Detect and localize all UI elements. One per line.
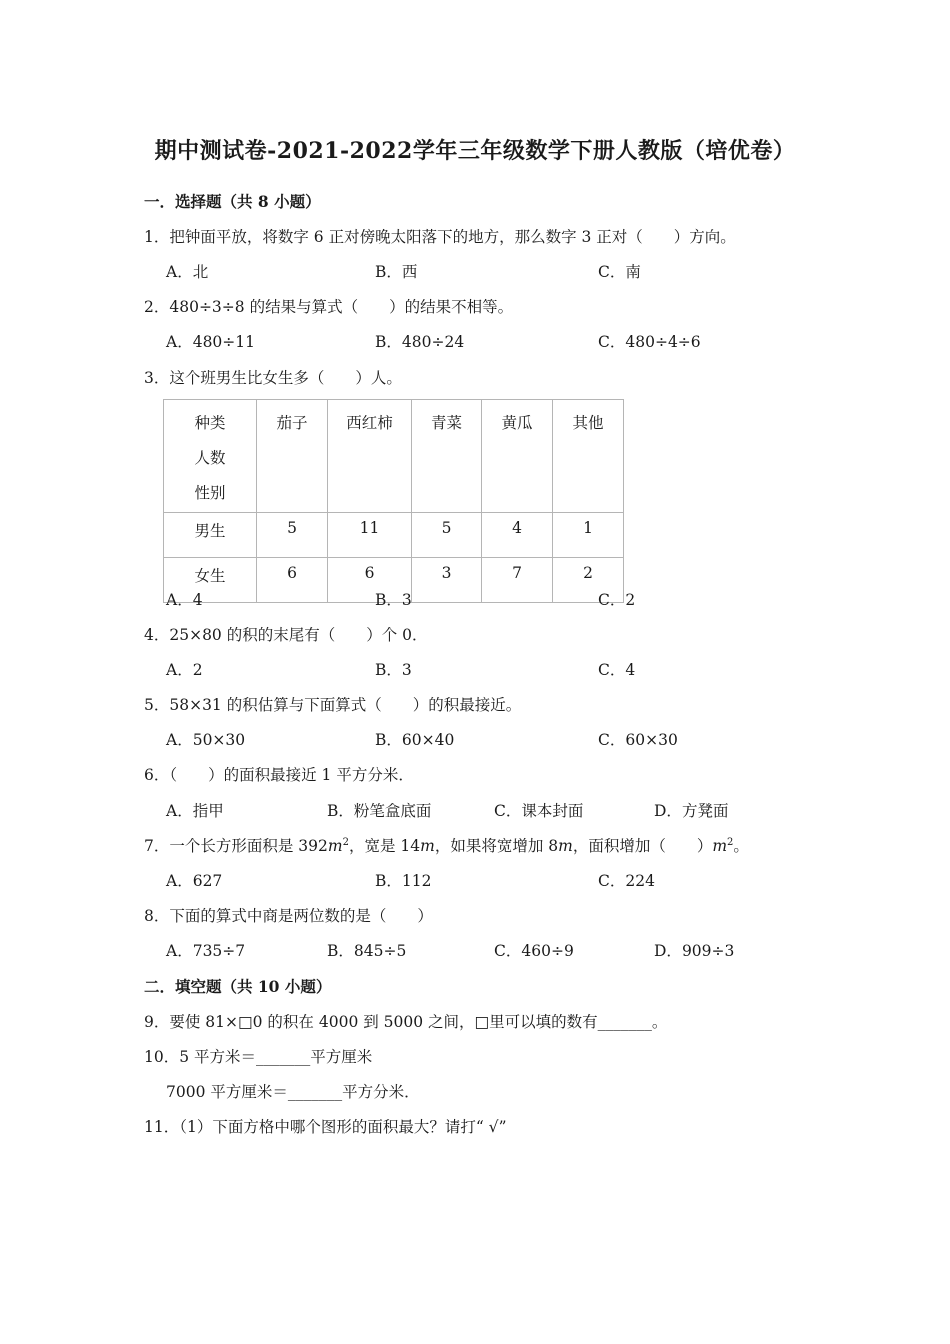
option-text: 50×30 [192, 731, 246, 749]
question-2-stem: 2．480÷3÷8 的结果与算式（ ）的结果不相等。 [144, 298, 514, 316]
option-text: 北 [192, 263, 209, 281]
table-header: 黄瓜 [482, 400, 553, 513]
option-text: 西 [401, 263, 418, 281]
row-label: 女生 [164, 558, 257, 603]
q1-option-a [166, 262, 208, 282]
option-text: 4 [625, 661, 636, 679]
option-text: 3 [401, 661, 412, 679]
q4-option-a [166, 660, 203, 680]
question-4-stem: 4．25×80 的积的末尾有（ ）个 0． [144, 626, 428, 644]
question-6-stem: 6．（ ）的面积最接近 1 平方分米． [144, 766, 414, 784]
option-text: 粉笔盒底面 [353, 802, 432, 820]
option-text: 课本封面 [521, 802, 584, 820]
option-label: C． [598, 263, 626, 281]
corner-label: 种类 [194, 414, 226, 432]
table-row [164, 513, 624, 558]
table-header-row [164, 400, 624, 513]
table-header: 茄子 [257, 400, 328, 513]
q8-option-b [327, 941, 406, 961]
option-label: B． [375, 731, 402, 749]
option-label: B． [375, 872, 402, 890]
option-text: 480÷4÷6 [625, 333, 701, 351]
question-11-stem: 11．（1）下面方格中哪个图形的面积最大？请打“ √” [144, 1118, 507, 1136]
option-label: B． [327, 802, 354, 820]
q5-option-a [166, 730, 245, 750]
vegetable-preference-table [163, 399, 624, 603]
table-header: 青菜 [412, 400, 482, 513]
option-label: B． [327, 942, 354, 960]
option-text: 3 [401, 591, 412, 609]
option-label: C． [598, 661, 626, 679]
option-label: C． [494, 802, 522, 820]
option-label: A． [166, 333, 193, 351]
q5-option-b [375, 730, 454, 750]
q2-option-c [598, 332, 701, 352]
q4-option-b [375, 660, 412, 680]
question-7-stem: 7．一个长方形面积是 $392m^2$，宽是 14m，如果将宽增加 8m，面积增加（ ）$m^2$。 [144, 836, 749, 855]
question-10-line-1: 10．5 平方米＝_______平方厘米 [144, 1048, 373, 1066]
option-text: 60×30 [625, 731, 678, 749]
option-text: 480÷24 [401, 333, 465, 351]
corner-label: 人数 [194, 449, 226, 467]
option-label: B． [375, 263, 402, 281]
option-text: 2 [192, 661, 203, 679]
q4-option-c [598, 660, 635, 680]
option-text: 60×40 [401, 731, 455, 749]
q5-option-c [598, 730, 678, 750]
option-label: A． [166, 942, 193, 960]
section-heading-fill-in: 二．填空题（共 10 小题） [144, 977, 332, 996]
table-header: 西红柿 [328, 400, 412, 513]
table-cell: 5 [412, 513, 482, 558]
option-label: B． [375, 591, 402, 609]
option-label: A． [166, 591, 193, 609]
table-cell: 3 [412, 558, 482, 603]
q6-option-c [494, 801, 583, 821]
option-text: 112 [401, 872, 432, 890]
q6-option-b [327, 801, 431, 821]
question-1-stem: 1．把钟面平放，将数字 6 正对傍晚太阳落下的地方，那么数字 3 正对（ ）方向。 [144, 228, 736, 246]
option-text: 460÷9 [521, 942, 574, 960]
question-10-line-2: 7000 平方厘米＝_______平方分米． [166, 1083, 420, 1101]
option-text: 2 [625, 591, 636, 609]
q8-option-d [654, 941, 734, 961]
option-label: C． [598, 872, 626, 890]
table-header: 其他 [553, 400, 624, 513]
option-text: 845÷5 [353, 942, 407, 960]
q7-option-b [375, 871, 431, 891]
option-label: A． [166, 661, 193, 679]
table-cell: 7 [482, 558, 553, 603]
option-text: 627 [192, 872, 223, 890]
option-label: B． [375, 661, 402, 679]
q3-option-c [598, 590, 635, 610]
q7-option-c [598, 871, 655, 891]
question-8-stem: 8．下面的算式中商是两位数的是（ ） [144, 907, 433, 925]
q2-option-a [166, 332, 255, 352]
table-cell: 6 [257, 558, 328, 603]
q6-option-a [166, 801, 224, 821]
option-label: D． [654, 942, 682, 960]
table-corner-cell [164, 400, 257, 513]
option-text: 南 [625, 263, 641, 281]
q7-option-a [166, 871, 222, 891]
option-label: A． [166, 731, 193, 749]
option-text: 指甲 [192, 802, 224, 820]
option-label: B． [375, 333, 402, 351]
option-label: A． [166, 872, 193, 890]
q6-option-d [654, 801, 728, 821]
q8-option-a [166, 941, 245, 961]
table-cell: 6 [328, 558, 412, 603]
option-text: 4 [192, 591, 203, 609]
q1-option-b [375, 262, 417, 282]
option-label: A． [166, 263, 193, 281]
q2-option-b [375, 332, 464, 352]
option-label: A． [166, 802, 193, 820]
question-5-stem: 5．58×31 的积估算与下面算式（ ）的积最接近。 [144, 696, 522, 714]
page-title: 期中测试卷-2021-2022学年三年级数学下册人教版（培优卷） [154, 138, 796, 164]
option-text: 735÷7 [192, 942, 246, 960]
option-text: 480÷11 [192, 333, 255, 351]
option-label: C． [598, 333, 626, 351]
option-text: 909÷3 [681, 942, 735, 960]
question-9-stem: 9．要使 81×□0 的积在 4000 到 5000 之间，□里可以填的数有_______。 [144, 1013, 668, 1031]
q3-option-b [375, 590, 412, 610]
corner-label: 性别 [194, 484, 226, 502]
option-label: C． [598, 731, 626, 749]
table-cell: 5 [257, 513, 328, 558]
question-3-stem: 3．这个班男生比女生多（ ）人。 [144, 369, 402, 387]
table-cell: 4 [482, 513, 553, 558]
option-label: D． [654, 802, 682, 820]
option-text: 方凳面 [681, 802, 729, 820]
q8-option-c [494, 941, 574, 961]
q3-option-a [166, 590, 203, 610]
option-label: C． [598, 591, 626, 609]
table-cell: 11 [328, 513, 412, 558]
table-cell: 1 [553, 513, 624, 558]
option-label: C． [494, 942, 522, 960]
section-heading-choice: 一．选择题（共 8 小题） [144, 192, 321, 211]
option-text: 224 [625, 872, 655, 890]
table-cell: 2 [553, 558, 624, 603]
q1-option-c [598, 262, 641, 282]
row-label: 男生 [164, 513, 257, 558]
